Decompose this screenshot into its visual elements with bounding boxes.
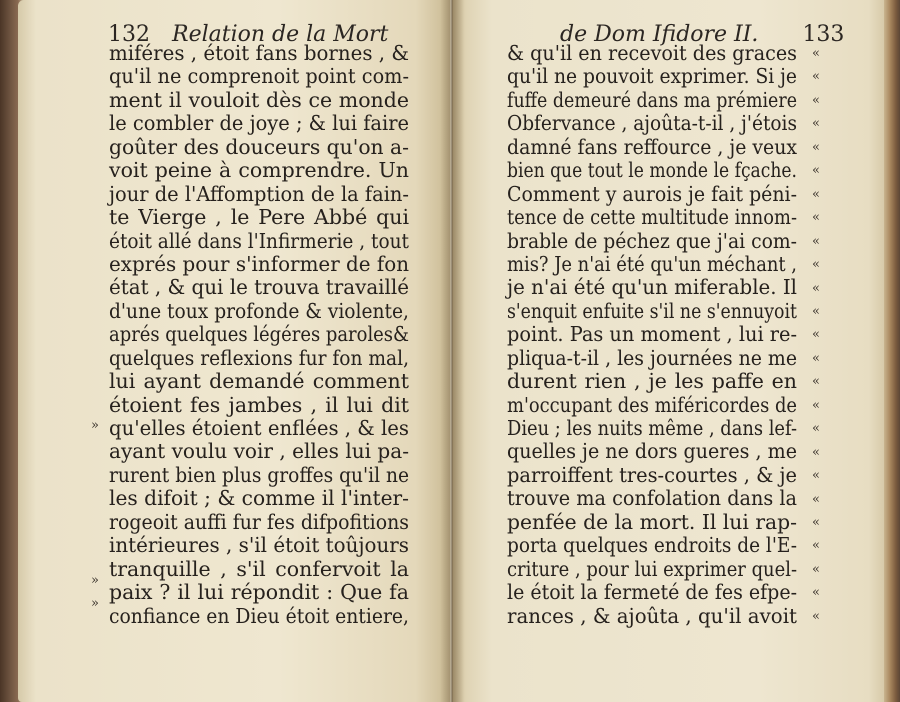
text-line: je n'ai été qu'un miferable. Il: [507, 275, 797, 300]
text-line: qu'elles étoient enflées , & les: [109, 416, 409, 440]
margin-quote-mark: «: [812, 139, 820, 155]
book-gutter: [440, 0, 464, 702]
margin-quote-mark: «: [812, 116, 820, 132]
right-page: [452, 0, 886, 702]
text-line: le étoit la fermeté de fes efpe-: [507, 580, 797, 605]
margin-quote-mark: «: [812, 538, 820, 554]
margin-quote-mark: «: [812, 69, 820, 85]
text-line: porta quelques endroits de l'E-: [507, 533, 797, 558]
margin-quote-mark: »: [91, 573, 99, 588]
text-line: intérieures , s'il étoit toûjours: [109, 533, 409, 558]
text-line: ment il vouloit dès ce monde: [109, 87, 409, 112]
margin-quote-mark: «: [812, 280, 820, 296]
text-line: les difoit ; & comme il l'inter-: [109, 486, 409, 511]
text-line: quelles je ne dors gueres , me: [507, 439, 797, 464]
right-page-number: 133: [802, 22, 845, 47]
margin-quote-mark: «: [812, 608, 820, 624]
text-line: m'occupant des miféricordes de: [507, 392, 797, 417]
text-line: qu'il ne comprenoit point com-: [109, 64, 409, 89]
text-line: tranquille , s'il confervoit la: [109, 556, 409, 581]
margin-quote-mark: «: [812, 350, 820, 366]
text-line: pliqua-t-il , les journées ne me: [507, 345, 797, 370]
page-edge: [884, 0, 900, 702]
margin-quote-mark: «: [812, 186, 820, 202]
text-line: étoit allé dans l'Infirmerie , tout: [109, 228, 409, 253]
text-line: point. Pas un moment , lui re-: [507, 322, 797, 347]
right-running-title: de Dom Ifidore II.: [560, 22, 759, 47]
text-line: confiance en Dieu étoit entiere,: [109, 603, 409, 628]
margin-quote-mark: «: [812, 468, 820, 484]
text-line: paix ? il lui répondit : Que fa: [109, 580, 409, 605]
margin-quote-mark: «: [812, 163, 820, 179]
left-page: [18, 0, 450, 702]
margin-quote-mark: «: [812, 257, 820, 273]
text-line: rances , & ajoûta , qu'il avoit: [507, 603, 797, 628]
left-text-block: [109, 42, 409, 628]
margin-quote-mark: «: [812, 210, 820, 226]
text-line: Obfervance , ajoûta-t-il , j'étois: [507, 111, 797, 136]
text-line: jour de l'Affomption de la fain-: [109, 181, 409, 206]
text-line: parroiffent tres-courtes , & je: [507, 462, 797, 487]
text-line: rurent bien plus groffes qu'il ne: [109, 462, 409, 487]
text-line: fuffe demeuré dans ma prémiere: [507, 87, 797, 112]
margin-quote-mark: «: [812, 421, 820, 437]
text-line: lui ayant demandé comment: [109, 369, 409, 394]
right-text-block: [507, 42, 797, 628]
text-line: s'enquit enfuite s'il ne s'ennuyoit: [507, 298, 797, 323]
margin-quote-mark: «: [812, 327, 820, 343]
margin-quote-mark: «: [812, 444, 820, 460]
text-line: te Vierge , le Pere Abbé qui: [109, 205, 409, 230]
margin-quote-mark: «: [812, 46, 820, 61]
text-line: état , & qui le trouva travaillé: [109, 275, 409, 300]
text-line: miféres , étoit fans bornes , &: [109, 41, 409, 65]
margin-quote-mark: »: [91, 418, 99, 433]
margin-quote-mark: »: [91, 596, 99, 611]
text-line: voit peine à comprendre. Un: [109, 158, 409, 183]
left-page-number: 132: [108, 22, 150, 47]
text-line: trouve ma confolation dans la: [507, 486, 797, 511]
margin-quote-mark: «: [812, 491, 820, 507]
margin-quote-mark: «: [812, 233, 820, 249]
text-line: quelques reflexions fur fon mal,: [109, 345, 409, 370]
text-line: mis? Je n'ai été qu'un méchant ,: [507, 251, 797, 276]
text-line: durent rien , je les paffe en: [507, 369, 797, 394]
margin-quote-mark: «: [812, 561, 820, 577]
margin-quote-mark: «: [812, 303, 820, 319]
text-line: rogeoit auffi fur fes difpofitions: [109, 509, 409, 534]
text-line: d'une toux profonde & violente,: [109, 298, 409, 323]
text-line: le combler de joye ; & lui faire: [109, 111, 409, 136]
text-line: ayant voulu voir , elles lui pa-: [109, 439, 409, 464]
margin-quote-mark: «: [812, 92, 820, 108]
text-line: & qu'il en recevoit des graces: [507, 41, 797, 65]
text-line: tence de cette multitude innom-: [507, 205, 797, 230]
text-line: damné fans reffource , je veux: [507, 134, 797, 159]
text-line: brable de péchez que j'ai com-: [507, 228, 797, 253]
left-running-title: Relation de la Mort: [172, 22, 389, 47]
margin-quote-mark: «: [812, 374, 820, 390]
text-line: qu'il ne pouvoit exprimer. Si je: [507, 64, 797, 89]
text-line: exprés pour s'informer de fon: [109, 251, 409, 276]
text-line: penfée de la mort. Il lui rap-: [507, 509, 797, 534]
margin-quote-mark: «: [812, 515, 820, 530]
text-line: bien que tout le monde le fçache.: [507, 158, 797, 183]
margin-quote-mark: «: [812, 397, 820, 413]
text-line: Dieu ; les nuits même , dans lef-: [507, 416, 797, 440]
text-line: aprés quelques légéres paroles&: [109, 322, 409, 347]
text-line: étoient fes jambes , il lui dit: [109, 392, 409, 417]
text-line: Comment y aurois je fait péni-: [507, 181, 797, 206]
margin-quote-mark: «: [812, 585, 820, 601]
text-line: criture , pour lui exprimer quel-: [507, 556, 797, 581]
text-line: goûter des douceurs qu'on a-: [109, 134, 409, 159]
